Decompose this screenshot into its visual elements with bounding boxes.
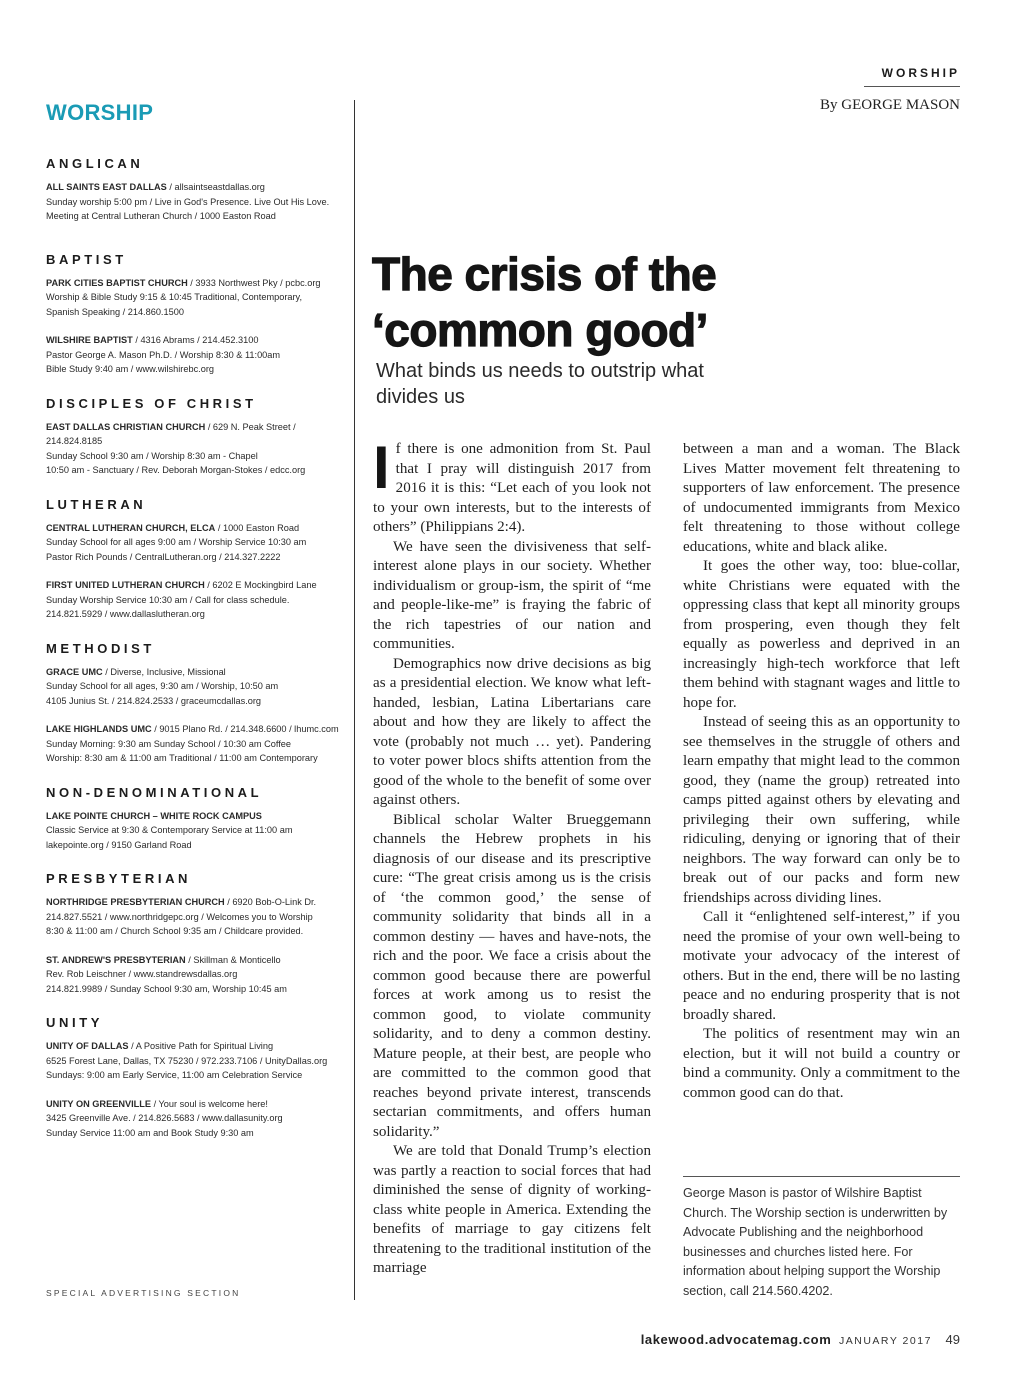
issue-date: JANUARY 2017 [839, 1335, 932, 1347]
church-name: UNITY OF DALLAS [46, 1041, 129, 1051]
paragraph: We are told that Donald Trump’s election was partly a reaction to social forces that had diminished the sense of dignity of working-class white people in America. Extending the benefits of marriage to gay citizens felt threatening to the traditional institution of the marriage [373, 1143, 651, 1276]
paragraph: Demographics now drive decisions as big as a presidential election. We know what left-handed, lesbian, Latina Libertarians care about and how they are likely to affect the vote (probably not much … yet). Pandering to voter power blocs shifts attention from the good of the whole to the benefit of some over against others. [373, 655, 651, 808]
special-advertising-label: SPECIAL ADVERTISING SECTION [46, 1288, 241, 1298]
church-name: PARK CITIES BAPTIST CHURCH [46, 277, 188, 288]
headline-line-1: The crisis of the [372, 248, 717, 300]
church-listing: GRACE UMC / Diverse, Inclusive, Missional Sunday School for all ages, 9:30 am / Worship, 10:50 am 4105 Junius St. / 214.824.2533 / graceumcdallas.org [46, 666, 279, 706]
church-name: NORTHRIDGE PRESBYTERIAN CHURCH [46, 897, 225, 907]
section-label: WORSHIP [881, 66, 960, 80]
church-name: LAKE POINTE CHURCH – WHITE ROCK CAMPUS [46, 810, 262, 821]
church-listing: ST. ANDREW'S PRESBYTERIAN / Skillman & Monticello Rev. Rob Leischner / www.standrewsdallas.org 214.821.9989 / Sunday School 9:30 am, Worship 10:45 am [46, 954, 287, 994]
deck: What binds us needs to outstrip what divides us [376, 360, 704, 408]
page-number: 49 [945, 1332, 960, 1347]
byline: By GEORGE MASON [819, 97, 960, 113]
category-presbyterian [46, 871, 346, 996]
church-listing: WILSHIRE BAPTIST / 4316 Abrams / 214.452.3100 Pastor George A. Mason Ph.D. / Worship 8:30 & 11:00am Bible Study 9:40 am / www.wilshirebc.org [46, 335, 281, 374]
paragraph: Biblical scholar Walter Brueggemann channels the Hebrew prophets in his diagnosis of our disease and its prescriptive cure: “The great crisis among us is the crisis of ‘the common good,’ the sense of community solidarity that binds all in a common destiny — haves and have-nots, the rich and the poor. We face a crisis about the common good because there are powerful forces at work among us to resist the common good, to violate community solidarity, and to deny a common destiny. Mature people, at their best, are people who are committed to the common good that reaches beyond private interest, transcends sectarian commitments, and offers human solidarity.” [373, 811, 651, 1140]
category-baptist [46, 252, 346, 377]
church-listing: ALL SAINTS EAST DALLAS / allsaintseastdallas.org Sunday worship 5:00 pm / Live in God's Presence. Live Out His Love. Meeting at Central Lutheran Church / 1000 Easton Road [46, 182, 330, 221]
section-rule [864, 86, 960, 87]
category-heading: DISCIPLES OF CHRIST [46, 395, 257, 411]
church-name: CENTRAL LUTHERAN CHURCH, ELCA [46, 522, 216, 533]
category-non-denominational [46, 785, 346, 853]
church-name: ST. ANDREW'S PRESBYTERIAN [46, 954, 186, 965]
church-listing: EAST DALLAS CHRISTIAN CHURCH / 629 N. Peak Street / 214.824.8185 Sunday School 9:30 am / Worship 8:30 am - Chapel 10:50 am - Sanctuary / Rev. Deborah Morgan-Stokes / edcc.org [46, 421, 306, 475]
church-name: UNITY ON GREENVILLE [46, 1098, 151, 1109]
drop-cap: I [373, 434, 390, 501]
church-name: GRACE UMC [46, 666, 103, 677]
bio-rule [683, 1176, 960, 1177]
category-heading: UNITY [46, 1015, 103, 1030]
site-url[interactable]: lakewood.advocatemag.com [640, 1332, 832, 1347]
paragraph: Instead of seeing this as an opportunity to see themselves in the struggle of others and learn empathy that might lead to the common good, they (name the group) retreated into camps pitted against others by elevating and privileging their own suffering, while ridiculing, denying or ignoring that of their neighbors. The way forward can only be to break out of our packs and form new friendships across dividing lines. [683, 714, 960, 906]
paragraph: between a man and a woman. The Black Lives Matter movement felt threatening to supporters of law enforcement. The presence of undocumented immigrants from Mexico felt threatening to those without college educations, white and black alike. [683, 441, 960, 555]
church-listing: PARK CITIES BAPTIST CHURCH / 3933 Northwest Pky / pcbc.org Worship & Bible Study 9:15 & 10:45 Traditional, Contemporary, Spanish Speaking / 214.860.1500 [46, 277, 321, 317]
church-name: EAST DALLAS CHRISTIAN CHURCH [46, 421, 206, 432]
page-footer [600, 1332, 960, 1347]
church-listing: UNITY OF DALLAS / A Positive Path for Spiritual Living 6525 Forest Lane, Dallas, TX 75230 / 972.233.7106 / UnityDallas.org Sundays: 9:00 am Early Service, 11:00 am Celebration Service [46, 1041, 328, 1080]
paragraph: We have seen the divisiveness that self-interest alone plays in our society. Whether individualism or group-ism, the spirit of “me and people-like-me” is fraying the fabric of the rich tapestries of our nation and communities. [373, 538, 651, 652]
headline [372, 246, 962, 358]
column-divider [354, 100, 355, 1300]
paragraph: Call it “enlightened self-interest,” if you need the promise of your own well-being to motivate your advocacy of the interest of others. But in the end, there will be no lasting peace and no enduring prosperity that is not broadly shared. [683, 909, 960, 1023]
church-name: WILSHIRE BAPTIST [46, 335, 133, 345]
paragraph: The politics of resentment may win an election, but it will not build a country or bind a community. Only a commitment to the common good can do that. [683, 1026, 960, 1101]
category-anglican [46, 156, 346, 224]
church-listing: UNITY ON GREENVILLE / Your soul is welcome here! 3425 Greenville Ave. / 214.826.5683 / www.dallasunity.org Sunday Service 11:00 am and Book Study 9:30 am [46, 1098, 283, 1138]
category-heading: ANGLICAN [46, 156, 144, 171]
church-listing: NORTHRIDGE PRESBYTERIAN CHURCH / 6920 Bob-O-Link Dr. 214.827.5521 / www.northridgepc.org / Welcomes you to Worship 8:30 & 11:00 am / Church School 9:35 am / Childcare provided. [46, 897, 317, 936]
church-listing: LAKE HIGHLANDS UMC / 9015 Plano Rd. / 214.348.6600 / lhumc.com Sunday Morning: 9:30 am Sunday School / 10:30 am Coffee Worship: 8:30 am & 11:00 am Traditional / 11:00 am Contemporary [46, 724, 339, 763]
article-column-2 [683, 440, 960, 1103]
category-heading: METHODIST [46, 640, 155, 656]
church-listing: CENTRAL LUTHERAN CHURCH, ELCA / 1000 Easton Road Sunday School for all ages 9:00 am / Worship Service 10:30 am Pastor Rich Pounds / CentralLutheran.org / 214.327.2222 [46, 522, 307, 562]
paragraph: It goes the other way, too: blue-collar, white Christians were equated with the oppressing class that kept all minority groups from prospering, even though they felt equally as powerless and deprived in an increasingly high-tech workforce that left them behind with stagnant wages and little to hope for. [683, 558, 960, 711]
paragraph: If there is one admonition from St. Paul that I pray will distinguish 2017 from 2016 it is this: “Let each of you look not to your own interests, but to the interests of others” (Philippians 2:4). [373, 434, 651, 535]
category-methodist [46, 641, 346, 766]
category-disciples-of-christ [46, 396, 346, 478]
category-heading: PRESBYTERIAN [46, 871, 192, 886]
headline-line-2: ‘common good’ [372, 304, 708, 356]
category-unity [46, 1015, 346, 1140]
category-lutheran [46, 497, 346, 622]
church-listing: FIRST UNITED LUTHERAN CHURCH / 6202 E Mockingbird Lane Sunday Worship Service 10:30 am / Call for class schedule. 214.821.5929 / www.dallaslutheran.org [46, 580, 317, 619]
author-bio: George Mason is pastor of Wilshire Baptist Church. The Worship section is underwritten by Advocate Publishing and the neighborhood businesses and churches listed here. For information about helping support the Worship section, call 214.560.4202. [683, 1186, 948, 1298]
category-heading: LUTHERAN [46, 496, 147, 512]
article-column-1 [373, 434, 651, 1279]
category-heading: NON-DENOMINATIONAL [46, 784, 263, 800]
sidebar-title: WORSHIP [46, 100, 154, 125]
church-directory [46, 156, 346, 1159]
church-name: FIRST UNITED LUTHERAN CHURCH [46, 580, 205, 590]
church-listing: LAKE POINTE CHURCH – WHITE ROCK CAMPUS Classic Service at 9:30 & Contemporary Service at 11:00 am lakepointe.org / 9150 Garland Road [46, 810, 293, 850]
category-heading: BAPTIST [46, 251, 127, 267]
church-name: ALL SAINTS EAST DALLAS [46, 182, 167, 192]
church-name: LAKE HIGHLANDS UMC [46, 724, 152, 734]
